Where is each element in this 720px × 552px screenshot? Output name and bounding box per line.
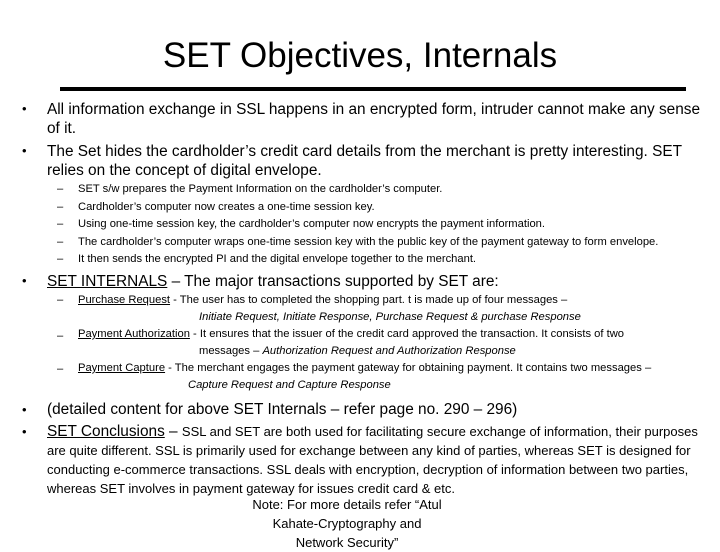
payment-capture-desc: - The merchant engages the payment gateway for obtaining payment. It contains two messages – [165,362,652,374]
bullet-set-hides-details: The Set hides the cardholder’s credit card details from the merchant is pretty interesting. SET relies on the concept of digital envelope. [47,143,682,179]
payment-authorization-desc: - It ensures that the issuer of the credit card approved the transaction. It consists of two [189,328,624,340]
page-title: SET Objectives, Internals [162,36,558,75]
bullet-set-internals [47,272,707,291]
set-conclusions-link[interactable]: SET Conclusions [47,423,165,440]
dash-marker: – [57,363,64,375]
dash-marker: – [57,201,64,213]
sub-step: SET s/w prepares the Payment Information on the cardholder’s computer. [78,183,443,195]
sub-step: Using one-time session key, the cardholder’s computer now encrypts the payment information. [78,218,545,230]
dash-marker: – [57,253,64,265]
sub-step: It then sends the encrypted PI and the digital envelope together to the merchant. [78,253,477,265]
set-conclusions-dash: – [164,423,182,440]
bullet-marker: • [22,143,27,158]
bullet-marker: • [22,424,27,439]
purchase-request-link[interactable]: Purchase Request [78,294,171,306]
payment-authorization-messages [199,343,516,360]
bullet-marker: • [22,273,27,288]
dash-marker: – [57,183,64,195]
bullet-ssl-encryption: All information exchange in SSL happens in an encrypted form, intruder cannot make any sense of it. [47,101,701,137]
reference-note: Note: For more details refer “Atul Kahate-Cryptography and Network Security” [252,497,442,550]
payment-capture-messages: Capture Request and Capture Response [188,379,391,391]
messages-prefix: messages – [199,345,263,357]
sub-step: Cardholder’s computer now creates a one-time session key. [78,201,375,213]
purchase-request-messages: Initiate Request, Initiate Response, Purchase Request & purchase Response [199,311,581,323]
purchase-request-desc: - The user has to completed the shopping part. t is made up of four messages – [170,294,568,306]
bullet-set-conclusions [47,422,707,498]
title-underline [60,87,686,91]
transaction-payment-capture [78,360,651,377]
dash-marker: – [57,218,64,230]
dash-marker: – [57,294,64,306]
payment-authorization-link[interactable]: Payment Authorization [78,328,190,340]
bullet-marker: • [22,101,27,116]
transaction-payment-authorization [78,326,624,343]
set-conclusions-text: SSL and SET are both used for facilitating secure exchange of information, their purposes are quite different. SSL is primarily used for exchange between any kind of parties, whereas SET is designed for conducting e-commerce transactions. SSL deals with encryption, decryption of information between two parties, whereas SET involves in payment gateway for issues credit card & etc. [47,424,698,496]
sub-step: The cardholder’s computer wraps one-time session key with the public key of the payment gateway to form envelope. [78,236,659,248]
payment-capture-link[interactable]: Payment Capture [78,362,166,374]
dash-marker: – [57,330,64,342]
set-internals-text: – The major transactions supported by SET are: [167,273,499,290]
transaction-purchase-request [78,292,567,309]
authorization-messages: Authorization Request and Authorization Response [262,345,516,357]
bullet-detailed-content: (detailed content for above SET Internals – refer page no. 290 – 296) [47,401,518,418]
dash-marker: – [57,236,64,248]
bullet-marker: • [22,402,27,417]
set-internals-link[interactable]: SET INTERNALS [47,273,168,290]
